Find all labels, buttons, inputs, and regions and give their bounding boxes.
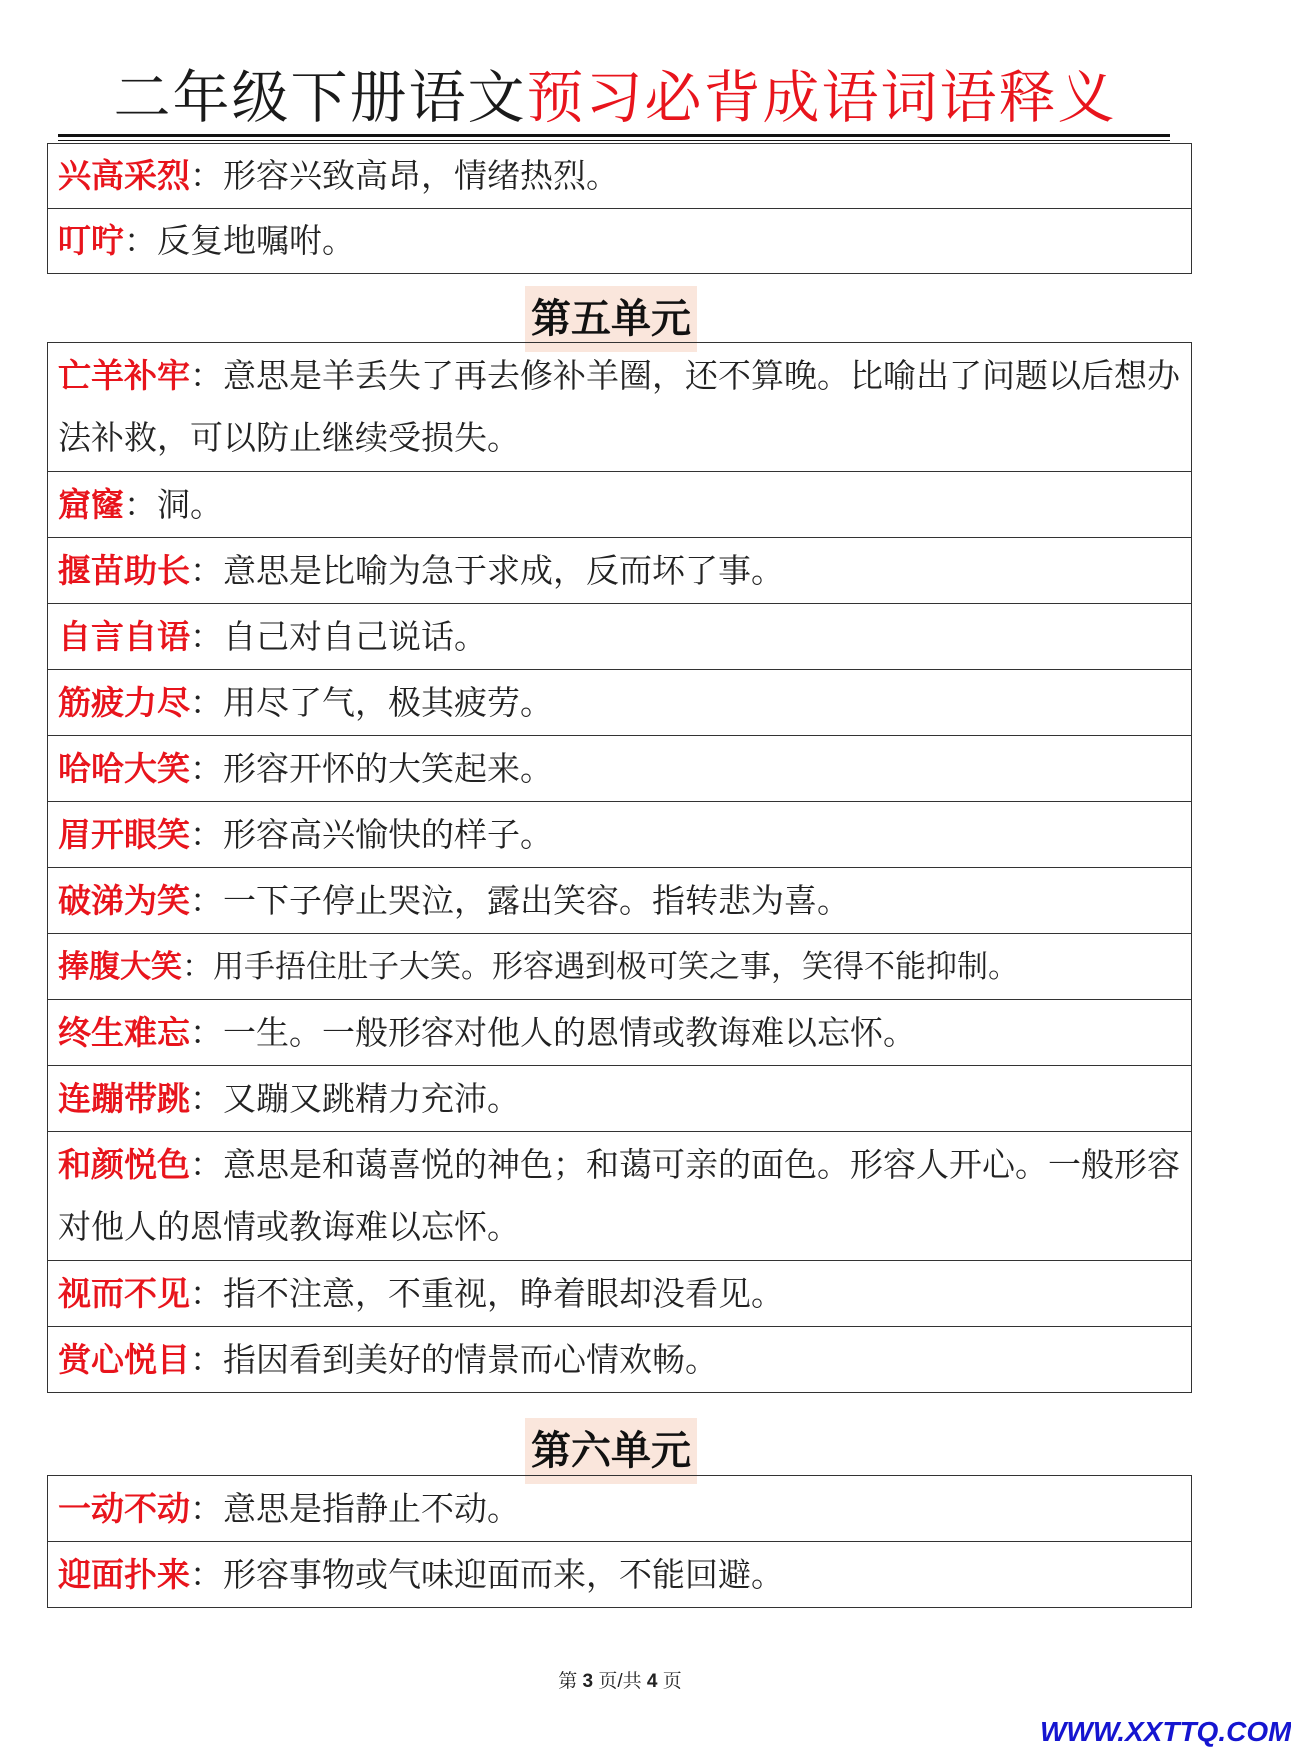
entry-term: 亡羊补牢	[58, 356, 190, 395]
entry-term: 哈哈大笑	[58, 748, 190, 788]
entry-cell: 迎面扑来：形容事物或气味迎面而来，不能回避。	[48, 1542, 1192, 1608]
entry-cell: 窟窿：洞。	[48, 472, 1192, 538]
entry-term: 眉开眼笑	[58, 814, 190, 854]
entry-cell: 叮咛：反复地嘱咐。	[48, 209, 1192, 274]
table-row	[48, 343, 1192, 472]
entry-cell: 揠苗助长：意思是比喻为急于求成，反而坏了事。	[48, 538, 1192, 604]
table-row	[48, 736, 1192, 802]
footer-suffix: 页	[662, 1671, 682, 1692]
unit6-heading: 第六单元	[525, 1418, 697, 1484]
entry-term: 捧腹大笑	[58, 948, 182, 985]
table-row	[48, 1261, 1192, 1327]
table-row	[48, 670, 1192, 736]
table-row	[48, 1476, 1192, 1542]
entry-term: 叮咛	[58, 221, 124, 260]
entry-term: 和颜悦色	[58, 1145, 190, 1184]
entry-term: 赏心悦目	[58, 1339, 190, 1379]
title-rule-thick	[58, 134, 1170, 137]
entries-table-unit6	[47, 1475, 1192, 1608]
entry-cell: 赏心悦目：指因看到美好的情景而心情欢畅。	[48, 1327, 1192, 1393]
entry-cell: 筋疲力尽：用尽了气，极其疲劳。	[48, 670, 1192, 736]
table-row	[48, 1132, 1192, 1261]
table-row	[48, 934, 1192, 1000]
entry-definition: 指因看到美好的情景而心情欢畅。	[223, 1339, 718, 1379]
entry-term: 破涕为笑	[58, 880, 190, 920]
entry-term: 连蹦带跳	[58, 1078, 190, 1118]
page-title	[60, 58, 1170, 138]
table-row	[48, 472, 1192, 538]
table-row	[48, 1000, 1192, 1066]
entry-cell: 一动不动：意思是指静止不动。	[48, 1476, 1192, 1542]
entry-cell: 破涕为笑：一下子停止哭泣，露出笑容。指转悲为喜。	[48, 868, 1192, 934]
title-black-part: 二年级下册语文	[113, 65, 527, 131]
title-red-part: 预习必背成语词语释义	[526, 65, 1117, 131]
entry-definition: 形容兴致高昂，情绪热烈。	[223, 156, 619, 195]
entry-term: 迎面扑来	[58, 1554, 190, 1594]
entry-definition: 指不注意，不重视，睁着眼却没看见。	[223, 1273, 784, 1313]
entry-definition: 用尽了气，极其疲劳。	[223, 682, 553, 722]
table-row	[48, 1327, 1192, 1393]
entry-definition: 意思是和蔼喜悦的神色；和蔼可亲的面色。形容人开心。一般形容对他人的恩情或教诲难以忘怀。	[58, 1145, 1180, 1246]
footer-current-page: 3	[582, 1671, 594, 1692]
entry-cell: 和颜悦色：意思是和蔼喜悦的神色；和蔼可亲的面色。形容人开心。一般形容对他人的恩情或教诲难以忘怀。	[48, 1132, 1192, 1261]
entry-term: 一动不动	[58, 1488, 190, 1528]
table-row	[48, 802, 1192, 868]
table-row	[48, 144, 1192, 209]
entry-definition: 自己对自己说话。	[223, 616, 487, 656]
entries-table-unit5	[47, 342, 1192, 1393]
entry-cell: 哈哈大笑：形容开怀的大笑起来。	[48, 736, 1192, 802]
footer-prefix: 第	[558, 1671, 578, 1692]
table-row	[48, 604, 1192, 670]
entry-definition: 用手捂住肚子大笑。形容遇到极可笑之事，笑得不能抑制。	[213, 948, 1019, 985]
footer-total-pages: 4	[646, 1671, 658, 1692]
entry-cell: 眉开眼笑：形容高兴愉快的样子。	[48, 802, 1192, 868]
table-row	[48, 868, 1192, 934]
entry-term: 终生难忘	[58, 1012, 190, 1052]
entry-cell: 连蹦带跳：又蹦又跳精力充沛。	[48, 1066, 1192, 1132]
table-row	[48, 209, 1192, 274]
entry-term: 窟窿	[58, 484, 124, 524]
entry-cell: 捧腹大笑：用手捂住肚子大笑。形容遇到极可笑之事，笑得不能抑制。	[48, 934, 1192, 1000]
entry-cell: 终生难忘：一生。一般形容对他人的恩情或教诲难以忘怀。	[48, 1000, 1192, 1066]
entry-definition: 洞。	[157, 484, 223, 524]
entry-term: 揠苗助长	[58, 550, 190, 590]
entry-definition: 一下子停止哭泣，露出笑容。指转悲为喜。	[223, 880, 850, 920]
entry-cell: 视而不见：指不注意，不重视，睁着眼却没看见。	[48, 1261, 1192, 1327]
entry-definition: 形容高兴愉快的样子。	[223, 814, 553, 854]
entry-definition: 意思是比喻为急于求成，反而坏了事。	[223, 550, 784, 590]
entry-cell: 自言自语：自己对自己说话。	[48, 604, 1192, 670]
table-row	[48, 1542, 1192, 1608]
entry-cell: 亡羊补牢：意思是羊丢失了再去修补羊圈，还不算晚。比喻出了问题以后想办法补救，可以防止继续受损失。	[48, 343, 1192, 472]
title-rule-thin	[58, 140, 1170, 141]
page-footer	[0, 1666, 1240, 1693]
entry-cell: 兴高采烈：形容兴致高昂，情绪热烈。	[48, 144, 1192, 209]
entry-definition: 意思是羊丢失了再去修补羊圈，还不算晚。比喻出了问题以后想办法补救，可以防止继续受损失。	[58, 356, 1180, 457]
table-row	[48, 538, 1192, 604]
entry-definition: 意思是指静止不动。	[223, 1488, 520, 1528]
entry-term: 兴高采烈	[58, 156, 190, 195]
footer-middle: 页/共	[598, 1671, 642, 1692]
entry-definition: 形容事物或气味迎面而来，不能回避。	[223, 1554, 784, 1594]
entries-table-top	[47, 143, 1192, 274]
entry-definition: 形容开怀的大笑起来。	[223, 748, 553, 788]
entry-term: 视而不见	[58, 1273, 190, 1313]
entry-term: 自言自语	[58, 616, 190, 656]
table-row	[48, 1066, 1192, 1132]
entry-term: 筋疲力尽	[58, 682, 190, 722]
entry-definition: 反复地嘱咐。	[157, 221, 355, 260]
unit5-heading: 第五单元	[525, 286, 697, 352]
entry-definition: 又蹦又跳精力充沛。	[223, 1078, 520, 1118]
entry-definition: 一生。一般形容对他人的恩情或教诲难以忘怀。	[223, 1012, 916, 1052]
watermark-url: WWW.XXTTQ.COM	[1040, 1716, 1291, 1747]
